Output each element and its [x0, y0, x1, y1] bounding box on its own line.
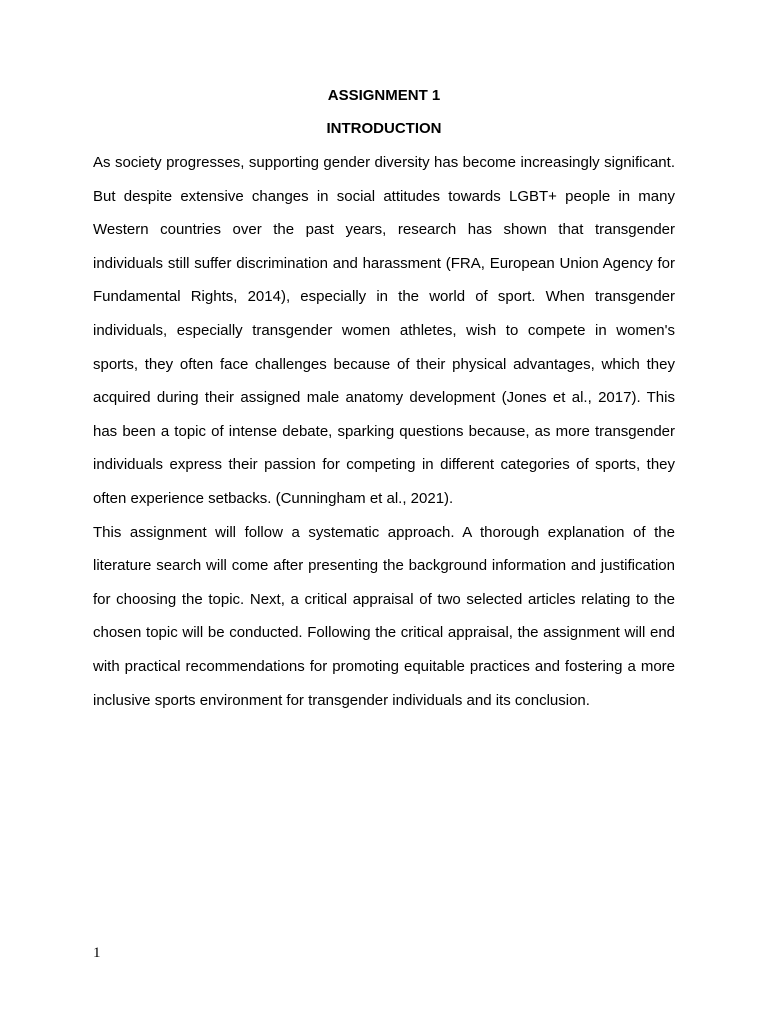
paragraph-2: This assignment will follow a systematic approach. A thorough explanation of the literature search will come after presenting the background information and justification for choosing the topic. Next, a critical appraisal of two selected articles relating to the chosen topic will be conducted. Following the critical appraisal, the assignment will end with practical recommendations for promoting equitable practices and fostering a more inclusive sports environment for transgender individuals and its conclusion. — [93, 523, 675, 709]
page-number: 1 — [93, 945, 101, 961]
body-text — [93, 146, 675, 717]
assignment-title: ASSIGNMENT 1 — [327, 87, 441, 104]
section-heading-introduction: INTRODUCTION — [326, 120, 442, 137]
paragraph-1: As society progresses, supporting gender diversity has become increasingly significant. But despite extensive changes in social attitudes towards LGBT+ people in many Western countries over the past years, research has shown that transgender individuals still suffer discrimination and harassment (FRA, European Union Agency for Fundamental Rights, 2014), especially in the world of sport. When transgender individuals, especially transgender women athletes, wish to compete in women's sports, they often face challenges because of their physical advantages, which they acquired during their assigned male anatomy development (Jones et al., 2017). This has been a topic of intense debate, sparking questions because, as more transgender individuals express their passion for competing in different categories of sports, they often experience setbacks. (Cunningham et al., 2021). — [93, 154, 675, 507]
